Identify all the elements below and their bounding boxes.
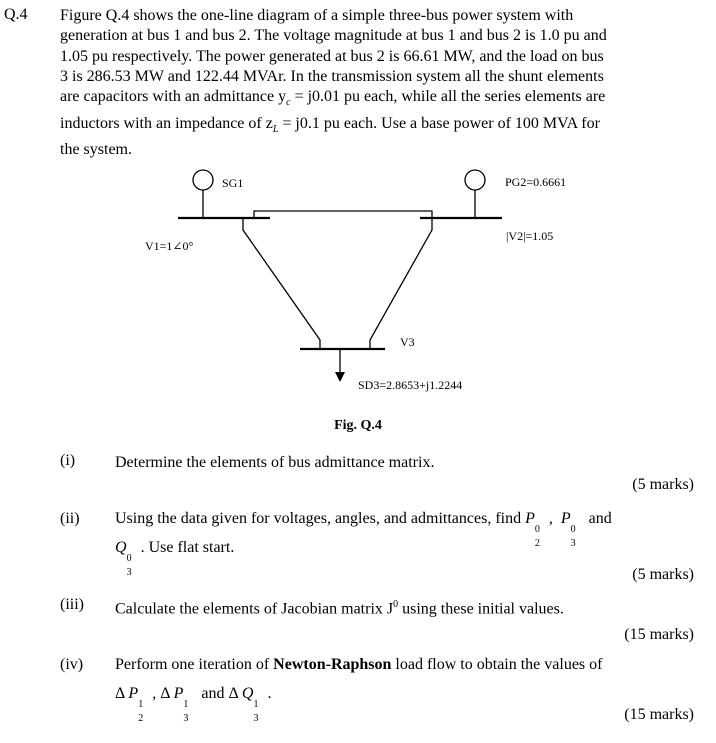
part-marks: (5 marks) xyxy=(632,566,694,583)
part-number: (ii) xyxy=(60,510,80,527)
line-1-3 xyxy=(243,218,320,349)
intro-line: are capacitors with an admittance $y_c = j0.01$ pu each, while all the series elements are xyxy=(60,88,606,109)
v3-label: V3 xyxy=(400,335,415,349)
intro-line: Figure Q.4 shows the one-line diagram of a simple three-bus power system with xyxy=(60,7,574,24)
part-number: (iii) xyxy=(60,596,84,613)
figure-caption: Fig. Q.4 xyxy=(334,418,382,433)
part-marks: (15 marks) xyxy=(624,706,694,723)
intro-line: the system. xyxy=(60,141,132,159)
part-text: Determine the elements of bus admittance matrix. xyxy=(115,454,435,471)
part-number: (i) xyxy=(60,452,76,469)
intro-line: generation at bus 1 and bus 2. The voltage magnitude at bus 1 and bus 2 is 1.0 pu and xyxy=(60,27,607,45)
part-marks: (15 marks) xyxy=(624,626,694,643)
part-marks: (5 marks) xyxy=(632,476,694,493)
intro-line: 3 is 286.53 MW and 122.44 MVAr. In the transmission system all the shunt elements xyxy=(60,67,604,85)
v2-label: |V2|=1.05 xyxy=(506,229,554,243)
part-number: (iv) xyxy=(60,656,84,673)
line-1-2 xyxy=(254,211,432,218)
pg2-label: PG2=0.6661 xyxy=(505,175,567,189)
generator-2-symbol xyxy=(465,170,485,190)
part-text: Using the data given for voltages, angles, and admittances, find P 0 2 , P 0 3 and Q 0 3 . Use flat start. xyxy=(115,510,612,578)
v1-label: V1=1∠0° xyxy=(145,239,194,253)
intro-line: inductors with an impedance of $z_L = j0.1$ pu each. Use a base power of 100 MVA for xyxy=(60,114,600,135)
part-text: Perform one iteration of Newton-Raphson load flow to obtain the values of Δ P 1 2 , Δ P 1 3 and Δ Q 1 3 . xyxy=(115,656,603,724)
intro-line: 1.05 pu respectively. The power generated at bus 2 is 66.61 MW, and the load on bus xyxy=(60,47,604,65)
question-number: Q.4 xyxy=(4,6,28,23)
line-2-3 xyxy=(370,218,432,349)
part-text: Calculate the elements of Jacobian matrix $J^0$ using these initial values. xyxy=(115,599,564,618)
sg1-label: SG1 xyxy=(222,176,244,190)
generator-1-symbol xyxy=(193,170,213,190)
sd3-label: SD3=2.8653+j1.2244 xyxy=(358,378,463,392)
load-arrow-icon xyxy=(335,372,345,382)
